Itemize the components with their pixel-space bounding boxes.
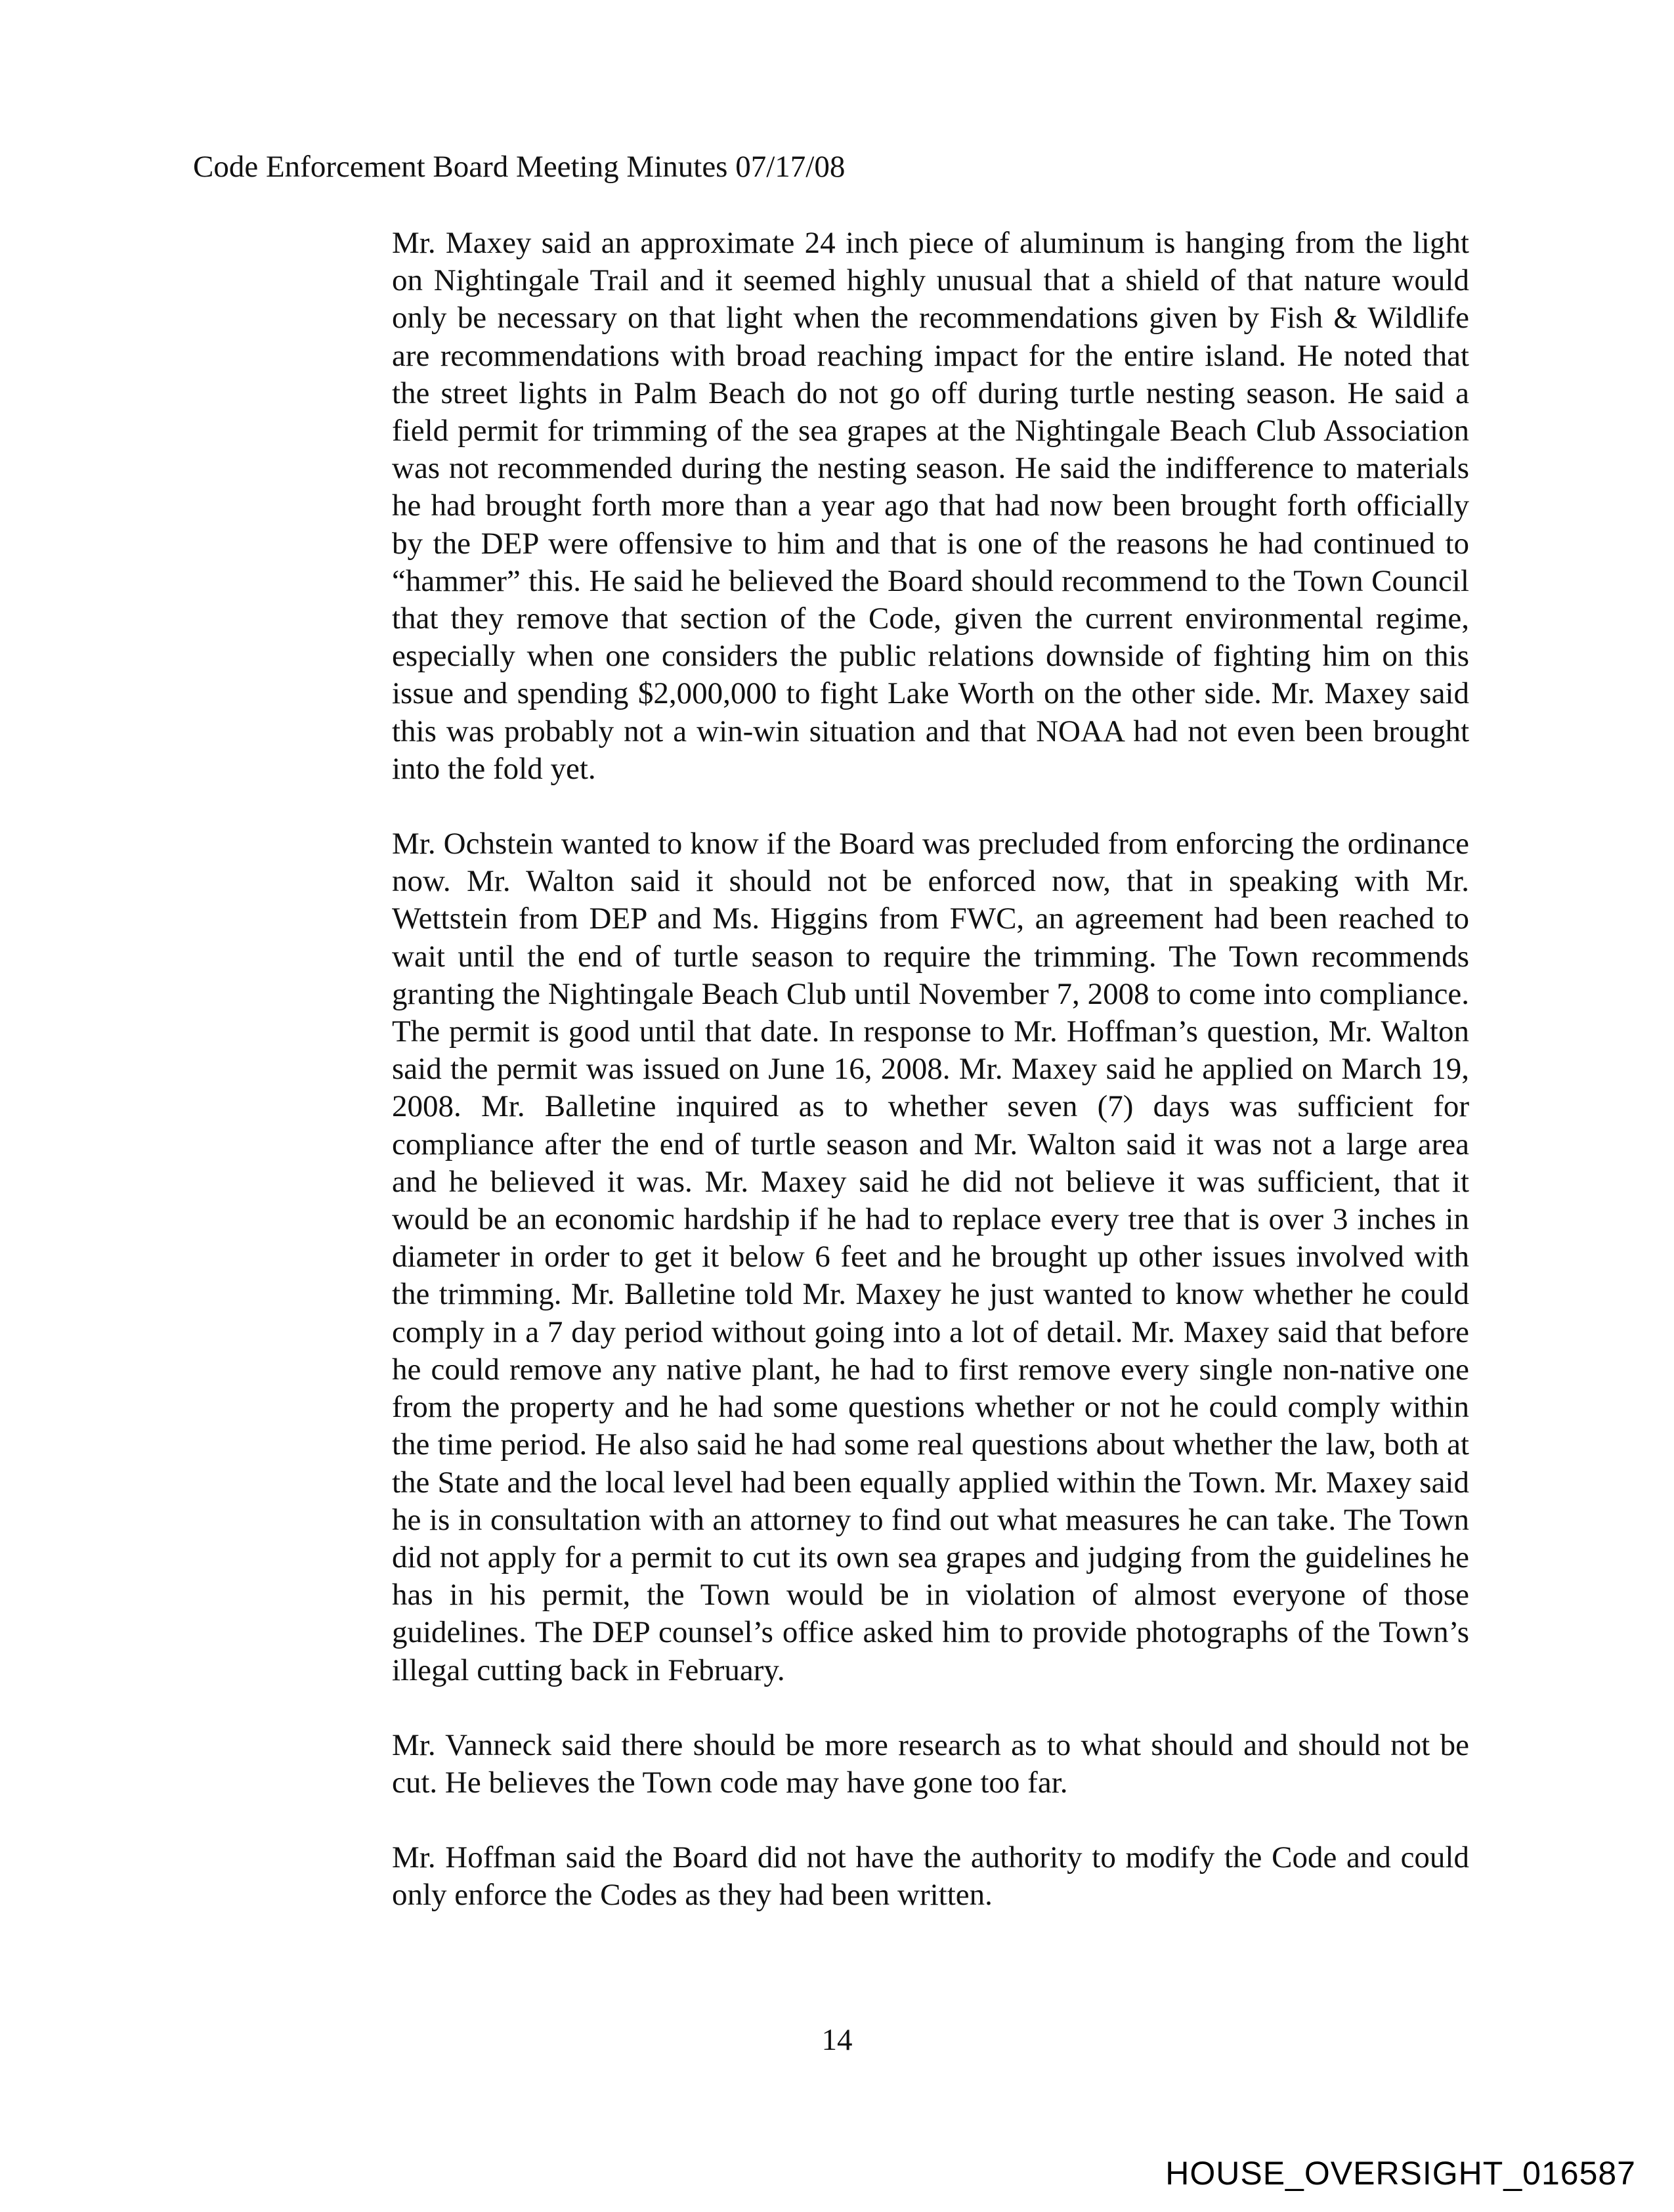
paragraph: Mr. Maxey said an approximate 24 inch piece of aluminum is hanging from the light on Nightingale Trail and it seemed highly unusual that a shield of that nature would only be necessary on that light when the recommendations given by Fish & Wildlife are recommendations with broad reaching impact for the entire island. He noted that the street lights in Palm Beach do not go off during turtle nesting season. He said a field permit for trimming of the sea grapes at the Nightingale Beach Club Association was not recommended during the nesting season. He said the indifference to materials he had brought forth more than a year ago that had now been brought forth officially by the DEP were offensive to him and that is one of the reasons he had continued to “hammer” this. He said he believed the Board should recommend to the Town Council that they remove that section of the Code, given the current environmental regime, especially when one considers the public relations downside of fighting him on this issue and spending $2,000,000 to fight Lake Worth on the other side. Mr. Maxey said this was probably not a win-win situation and that NOAA had not even been brought into the fold yet.: [392, 226, 1469, 786]
paragraph: Mr. Vanneck said there should be more research as to what should and should not be cut. He believes the Town code may have gone too far.: [392, 1727, 1469, 1800]
minutes-body: [392, 225, 1469, 1952]
page-header: Code Enforcement Board Meeting Minutes 07/17/08: [193, 150, 846, 184]
paragraph: Mr. Hoffman said the Board did not have the authority to modify the Code and could only enforce the Codes as they had been written.: [392, 1840, 1469, 1913]
page-number: 14: [821, 2023, 853, 2057]
paragraph: Mr. Ochstein wanted to know if the Board was precluded from enforcing the ordinance now. Mr. Walton said it should not be enforced now, that in speaking with Mr. Wettstein from DEP and Ms. Higgins from FWC, an agreement had been reached to wait until the end of turtle season to require the trimming. The Town recommends granting the Nightingale Beach Club until November 7, 2008 to come into compliance. The permit is good until that date. In response to Mr. Hoffman’s question, Mr. Walton said the permit was issued on June 16, 2008. Mr. Maxey said he applied on March 19, 2008. Mr. Balletine inquired as to whether seven (7) days was sufficient for compliance after the end of turtle season and Mr. Walton said it was not a large area and he believed it was. Mr. Maxey said he did not believe it was sufficient, that it would be an economic hardship if he had to replace every tree that is over 3 inches in diameter in order to get it below 6 feet and he brought up other issues involved with the trimming. Mr. Balletine told Mr. Maxey he just wanted to know whether he could comply in a 7 day period without going into a lot of detail. Mr. Maxey said that before he could remove any native plant, he had to first remove every single non-native one from the property and he had some questions whether or not he could comply within the time period. He also said he had some real questions about whether the law, both at the State and the local level had been equally applied within the Town. Mr. Maxey said he is in consultation with an attorney to find out what measures he can take. The Town did not apply for a permit to cut its own sea grapes and judging from the guidelines he has in his permit, the Town would be in violation of almost everyone of those guidelines. The DEP counsel’s office asked him to provide photographs of the Town’s illegal cutting back in February.: [392, 827, 1469, 1687]
bates-number: HOUSE_OVERSIGHT_016587: [1165, 2155, 1636, 2192]
